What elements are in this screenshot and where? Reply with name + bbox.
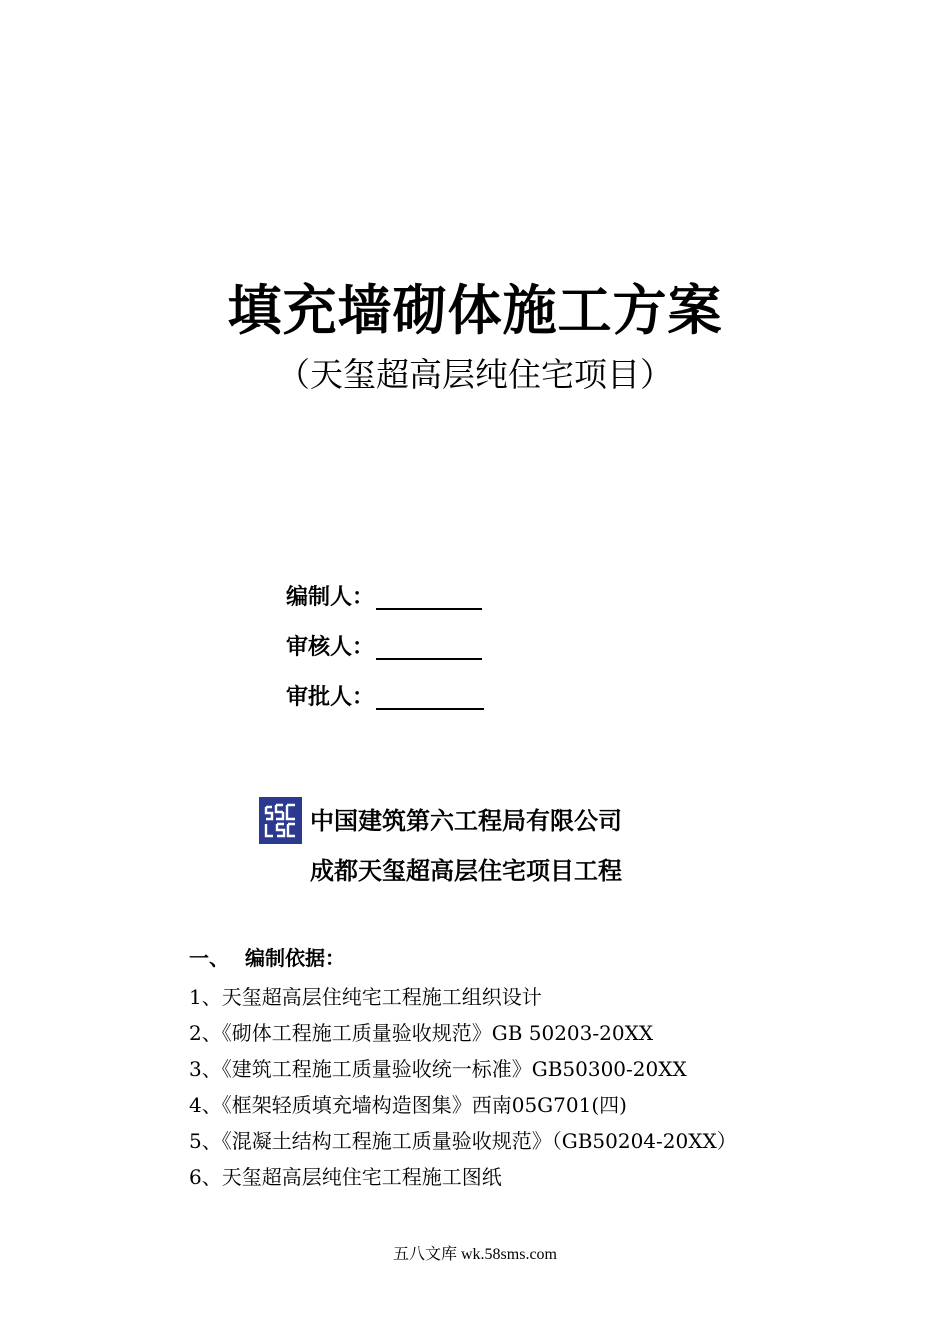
company-name: 中国建筑第六工程局有限公司 bbox=[310, 807, 622, 835]
list-item: 6、天玺超高层纯住宅工程施工图纸 bbox=[189, 1165, 502, 1189]
signature-label: 审核人： bbox=[286, 635, 375, 660]
document-subtitle: （天玺超高层纯住宅项目） bbox=[277, 355, 673, 394]
signature-row-compiler bbox=[286, 582, 482, 614]
signature-label: 编制人： bbox=[286, 585, 375, 610]
basis-list bbox=[189, 979, 737, 1195]
document-title: 填充墙砌体施工方案 bbox=[227, 279, 723, 342]
signature-blank-line bbox=[376, 636, 482, 660]
list-item: 2、《砌体工程施工质量验收规范》GB 50203-20XX bbox=[189, 1021, 654, 1045]
signature-row-approver bbox=[286, 682, 484, 714]
signature-row-reviewer bbox=[286, 632, 482, 664]
signature-label: 审批人： bbox=[286, 685, 375, 710]
list-item: 3、《建筑工程施工质量验收统一标准》GB50300-20XX bbox=[189, 1057, 687, 1081]
cscec-logo-icon bbox=[259, 797, 302, 844]
list-item: 5、《混凝土结构工程施工质量验收规范》（GB50204-20XX） bbox=[189, 1129, 737, 1153]
list-item: 4、《框架轻质填充墙构造图集》西南05G701(四) bbox=[189, 1093, 627, 1117]
project-name: 成都天玺超高层住宅项目工程 bbox=[310, 857, 622, 885]
footer-watermark: 五八文库 wk.58sms.com bbox=[392, 1246, 557, 1263]
section-title: 编制依据： bbox=[245, 946, 345, 970]
section-heading bbox=[189, 943, 345, 973]
signature-blank-line bbox=[376, 686, 484, 710]
section-number: 一、 bbox=[189, 946, 229, 970]
signature-blank-line bbox=[376, 586, 482, 610]
list-item: 1、天玺超高层住纯宅工程施工组织设计 bbox=[189, 985, 542, 1009]
